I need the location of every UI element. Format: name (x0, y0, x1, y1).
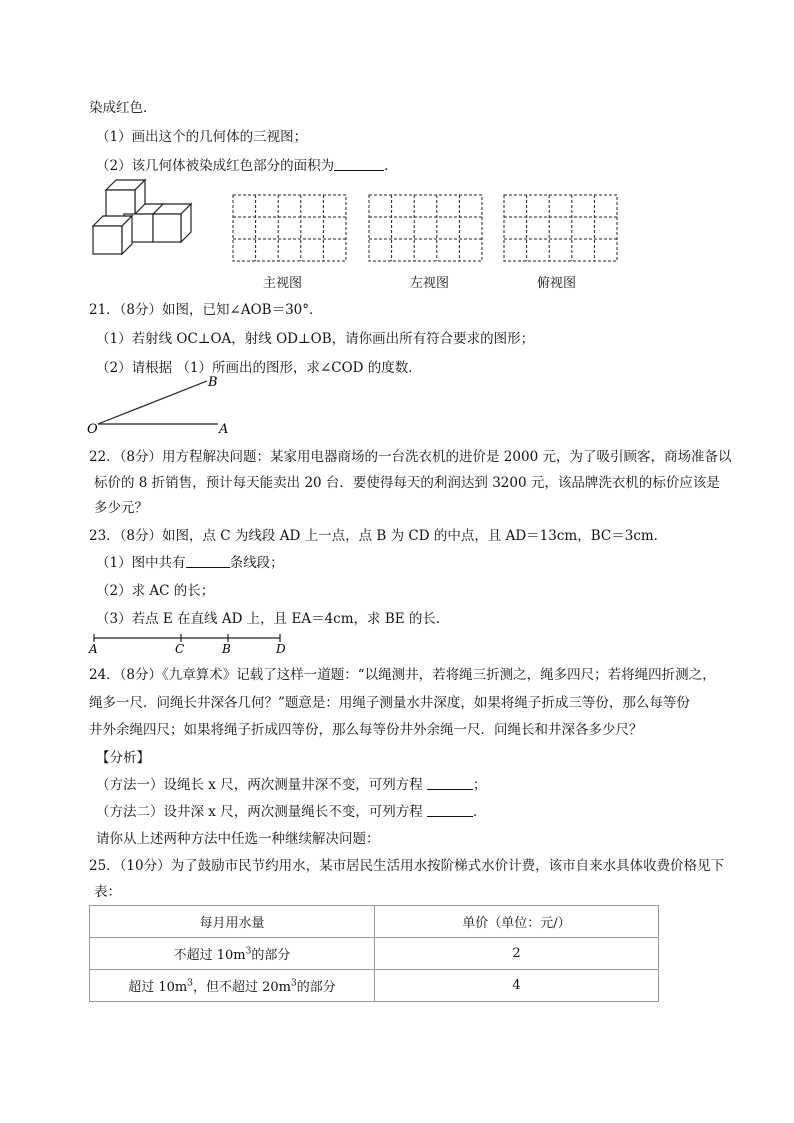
caption-front-view: 主视图 (263, 276, 303, 291)
answer-blank (427, 777, 473, 790)
exponent: 3 (245, 946, 252, 957)
left-view-grid (368, 194, 484, 262)
label-a: A (89, 642, 98, 656)
q24-method2 (96, 800, 487, 820)
q20-continuation: 染成红色． (89, 100, 157, 116)
q20-part1: （1）画出这个的几何体的三视图； (96, 129, 308, 145)
q22-line1: 22．（8分）用方程解决问题：某家用电器商场的一台洗衣机的进价是 2000 元，为了吸引顾客，商场准备以 (89, 449, 732, 465)
angle-aob-figure (85, 372, 245, 438)
header-unit-price: 单价（单位：元/） (375, 906, 659, 938)
q24-method2-end: ． (473, 804, 487, 820)
usage-range-cell (90, 970, 375, 1002)
q23-part1-end: 条线段； (229, 555, 284, 571)
q21-stem: 21．（8分）如图，已知∠AOB＝30°． (89, 302, 323, 318)
q20-part2-text: （2）该几何体被染成红色部分的面积为 (96, 158, 335, 174)
q24-line2: 绳多一尺．问绳长井深各几何？”题意是：用绳子测量水井深度，如果将绳子折成三等份，那么每等份 (89, 695, 690, 711)
q24-method2-text: （方法二）设井深 x 尺，两次测量绳长不变，可列方程 (96, 804, 423, 820)
price-cell: 2 (375, 938, 659, 970)
label-a: A (219, 422, 229, 437)
exponent: 3 (291, 978, 297, 989)
q23-stem: 23．（8分）如图，点 C 为线段 AD 上一点，点 B 为 CD 的中点，且 AD＝13cm，BC＝3cm． (89, 528, 668, 544)
q20-part2-end: ． (384, 158, 398, 174)
label-o: O (87, 422, 98, 437)
range-text: 超过 10m (128, 980, 188, 995)
label-c: C (175, 642, 185, 656)
range-text: 的部分 (296, 980, 336, 995)
q22-line3: 多少元？ (94, 500, 148, 516)
q25-line2: 表： (94, 884, 121, 900)
q24-analysis-heading: 【分析】 (96, 750, 150, 766)
range-text: 的部分 (251, 948, 291, 963)
q24-method1-text: （方法一）设绳长 x 尺，两次测量井深不变，可列方程 (96, 777, 423, 793)
caption-top-view: 俯视图 (537, 276, 577, 291)
q23-part3: （3）若点 E 在直线 AD 上，且 EA＝4cm，求 BE 的长． (96, 611, 450, 627)
range-text: ，但不超过 20m (192, 980, 291, 995)
usage-range-cell (90, 938, 375, 970)
q24-line3: 井外余绳四尺；如果将绳子折成四等份，那么每等份井外余绳一尺．问绳长和井深各多少尺？ (89, 722, 643, 738)
q24-choose: 请你从上述两种方法中任选一种继续解决问题： (96, 831, 380, 847)
q23-part1-text: （1）图中共有 (96, 555, 186, 571)
cube-solid-figure (88, 178, 200, 262)
q23-part1 (96, 551, 284, 571)
caption-left-view: 左视图 (410, 276, 450, 291)
q21-part2: （2）请根据 （1）所画出的图形，求∠COD 的度数． (96, 360, 422, 376)
q24-line1: 24．（8分）《九章算术》记载了这样一道题：“以绳测井，若将绳三折测之，绳多四尺；若将绳四折测之， (89, 667, 716, 683)
range-text: 不超过 10m (173, 948, 246, 963)
front-view-grid (232, 194, 348, 262)
label-d: D (276, 642, 286, 656)
price-cell: 4 (375, 970, 659, 1002)
q20-part2 (96, 154, 398, 174)
water-price-table (89, 905, 659, 1002)
q23-part2: （2）求 AC 的长； (96, 583, 215, 599)
q24-method1 (96, 773, 487, 793)
header-monthly-usage: 每月用水量 (90, 906, 375, 938)
answer-blank (427, 804, 473, 817)
answer-blank (334, 158, 384, 171)
q25-line1: 25．（10分）为了鼓励市民节约用水，某市居民生活用水按阶梯式水价计费，该市自来水具体收费价格见下 (89, 858, 725, 874)
table-row (90, 938, 659, 970)
q22-line2: 标价的 8 折销售，预计每天能卖出 20 台．要使得每天的利润达到 3200 元，该品牌洗衣机的标价应该是 (94, 475, 720, 491)
answer-blank (186, 555, 230, 568)
table-header-row (90, 906, 659, 938)
label-b: B (222, 642, 231, 656)
ray-ob (98, 381, 207, 424)
segment-ad-figure (86, 630, 296, 656)
exponent: 3 (187, 978, 193, 989)
table-row (90, 970, 659, 1002)
top-view-grid (503, 194, 619, 262)
q21-part1: （1）若射线 OC⊥OA，射线 OD⊥OB，请你画出所有符合要求的图形； (96, 331, 535, 347)
label-b: B (208, 375, 218, 390)
q24-method1-end: ； (473, 777, 487, 793)
